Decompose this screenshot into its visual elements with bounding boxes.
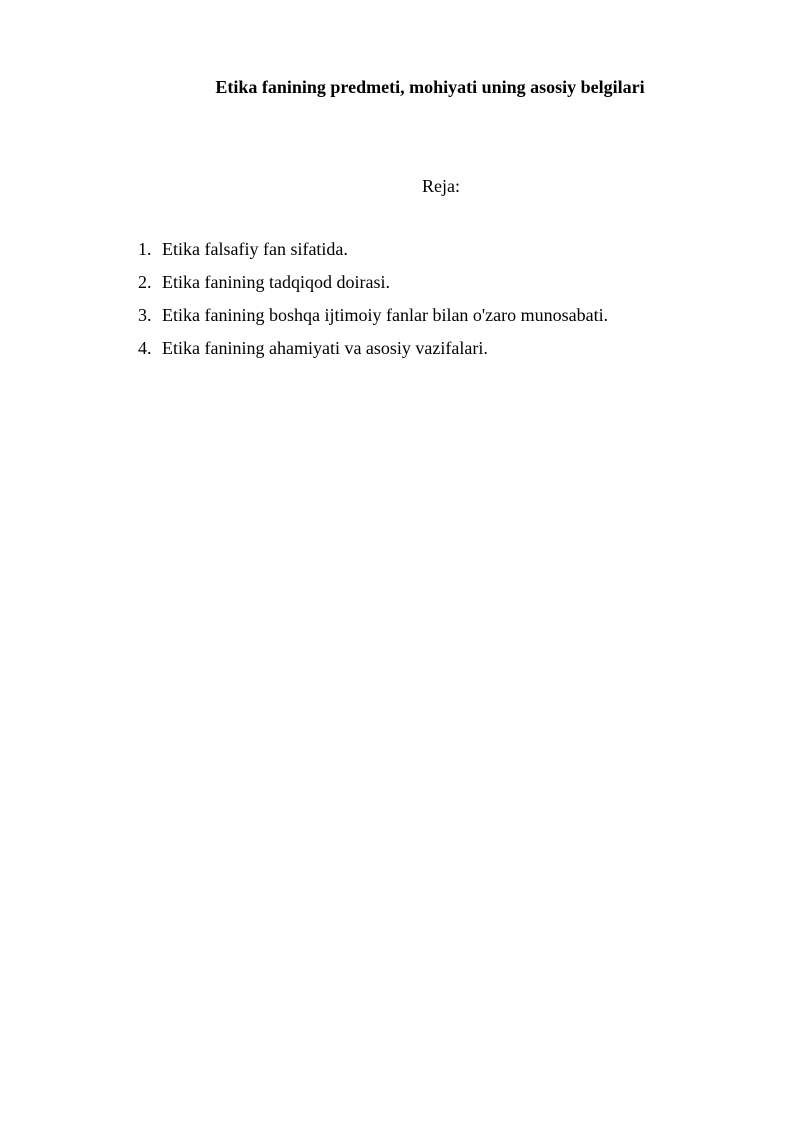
plan-item-text: Etika fanining boshqa ijtimoiy fanlar bilan o'zaro munosabati.: [162, 305, 609, 325]
plan-item-number: 1.: [138, 239, 152, 259]
plan-item-text: Etika fanining ahamiyati va asosiy vazifalari.: [162, 338, 488, 358]
plan-item-number: 4.: [138, 338, 152, 358]
plan-item-text: Etika falsafiy fan sifatida.: [162, 239, 348, 259]
plan-item-text: Etika fanining tadqiqod doirasi.: [162, 272, 390, 292]
plan-item: [138, 271, 608, 304]
plan-item: [138, 238, 608, 271]
plan-item: [138, 337, 608, 370]
plan-item: [138, 304, 608, 337]
document-title: Etika fanining predmeti, mohiyati uning asosiy belgilari: [215, 77, 645, 97]
plan-list: [138, 238, 608, 370]
plan-item-number: 2.: [138, 272, 152, 292]
plan-heading: Reja:: [422, 176, 460, 196]
plan-item-number: 3.: [138, 305, 152, 325]
